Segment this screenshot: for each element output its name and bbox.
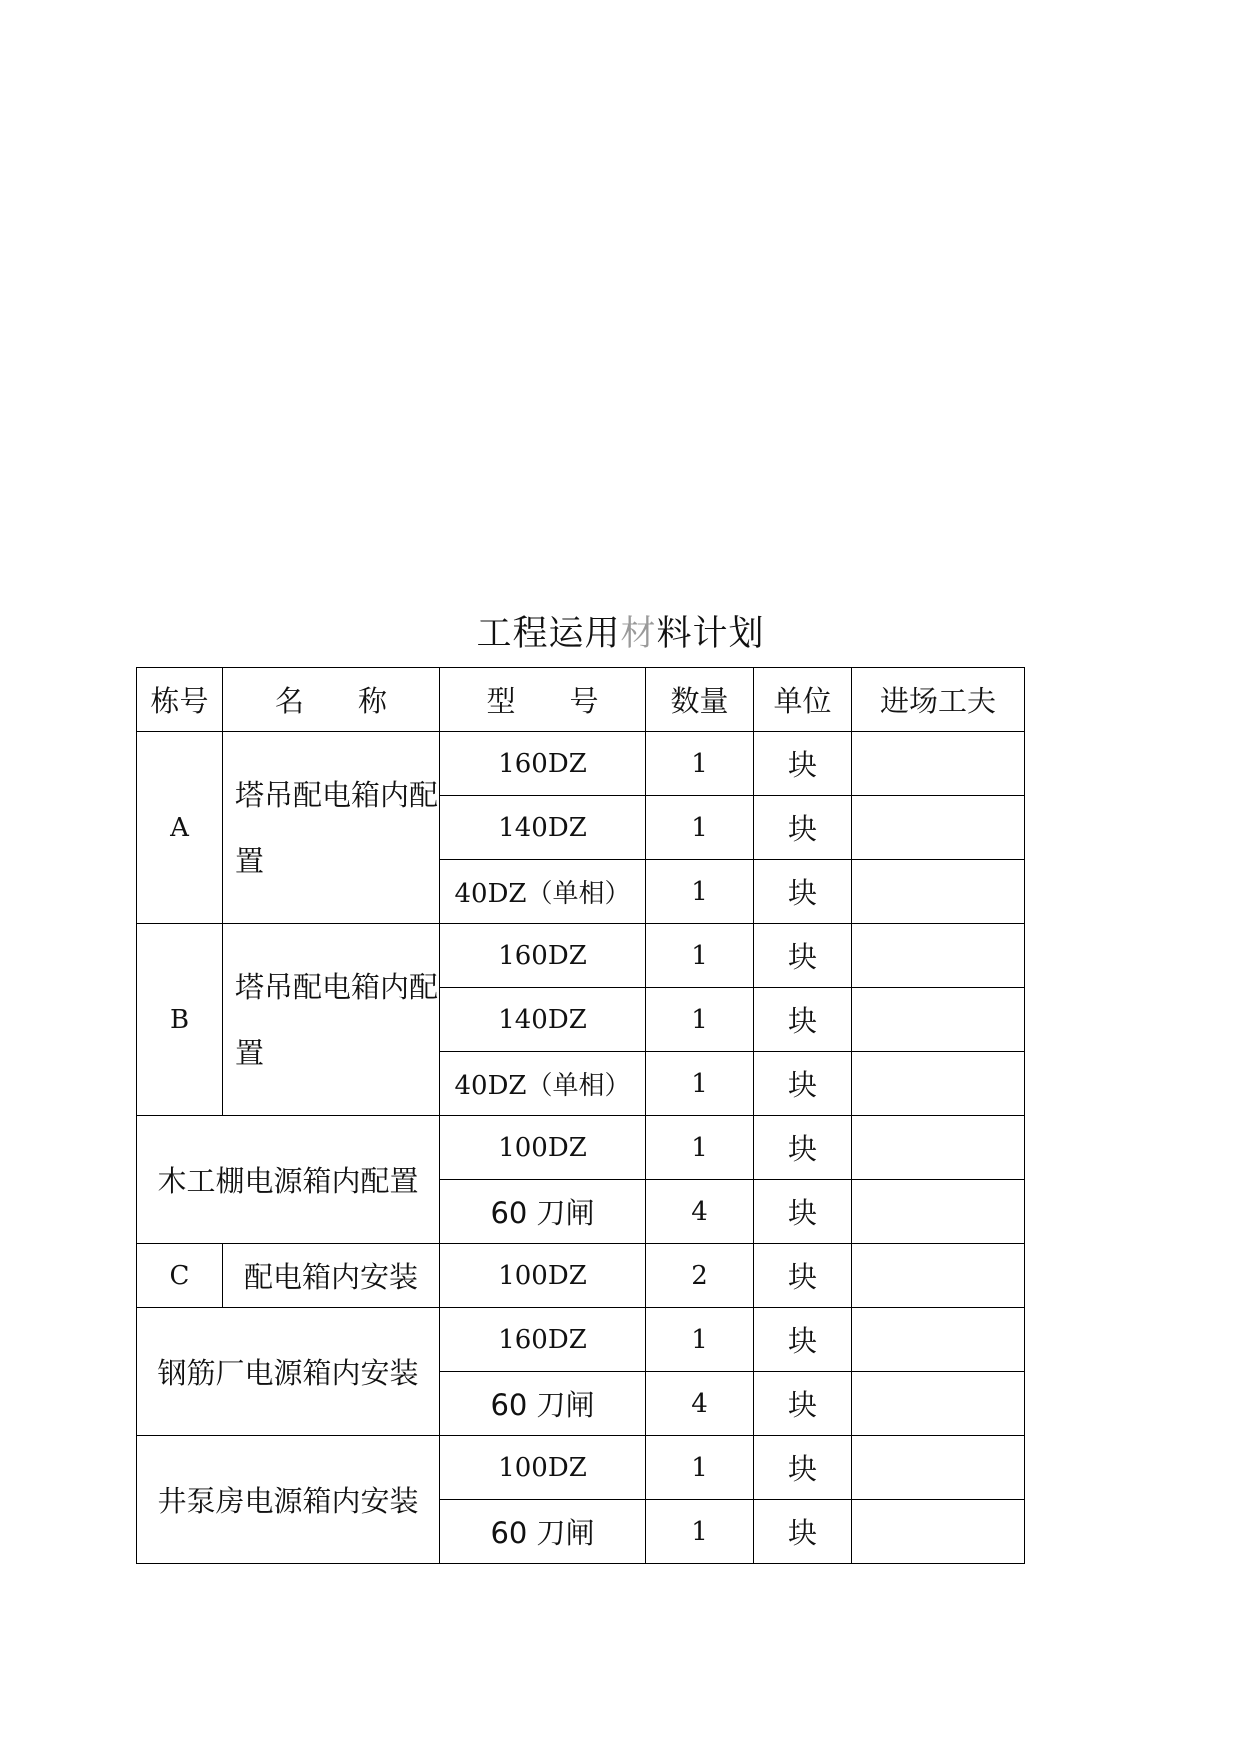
unit-cell: 块 xyxy=(754,1308,852,1372)
model-cell: 160DZ xyxy=(440,924,646,988)
building-cell: C xyxy=(137,1244,223,1308)
table-row xyxy=(137,924,1025,988)
unit-cell: 块 xyxy=(754,1436,852,1500)
table-row xyxy=(137,1244,1025,1308)
qty-cell: 4 xyxy=(646,1372,754,1436)
schedule-cell xyxy=(852,1436,1025,1500)
schedule-cell xyxy=(852,1052,1025,1116)
building-cell: B xyxy=(137,924,223,1116)
model-cell: 140DZ xyxy=(440,796,646,860)
model-cell: 160DZ xyxy=(440,1308,646,1372)
title-part-2: 材 xyxy=(620,614,657,654)
table-row xyxy=(137,1308,1025,1372)
header-unit: 单位 xyxy=(754,668,852,732)
qty-cell: 1 xyxy=(646,860,754,924)
qty-cell: 1 xyxy=(646,1500,754,1564)
header-name-part-1: 名 xyxy=(274,684,304,718)
schedule-cell xyxy=(852,988,1025,1052)
schedule-cell xyxy=(852,1180,1025,1244)
header-schedule: 进场工夫 xyxy=(852,668,1025,732)
name-cell: 木工棚电源箱内配置 xyxy=(137,1116,440,1244)
model-cell: 60 刀闸 xyxy=(440,1500,646,1564)
page-title xyxy=(0,610,1241,658)
schedule-cell xyxy=(852,1500,1025,1564)
unit-cell: 块 xyxy=(754,1372,852,1436)
unit-cell: 块 xyxy=(754,1244,852,1308)
unit-cell: 块 xyxy=(754,1116,852,1180)
materials-table xyxy=(136,667,1025,1564)
schedule-cell xyxy=(852,796,1025,860)
model-cell: 40DZ（单相） xyxy=(440,860,646,924)
qty-cell: 1 xyxy=(646,924,754,988)
table-row xyxy=(137,1436,1025,1500)
qty-cell: 1 xyxy=(646,1116,754,1180)
header-model-part-1: 型 xyxy=(486,684,516,718)
schedule-cell xyxy=(852,732,1025,796)
model-cell: 40DZ（单相） xyxy=(440,1052,646,1116)
unit-cell: 块 xyxy=(754,1500,852,1564)
model-cell: 60 刀闸 xyxy=(440,1180,646,1244)
table-header-row xyxy=(137,668,1025,732)
unit-cell: 块 xyxy=(754,732,852,796)
building-cell: A xyxy=(137,732,223,924)
header-name-part-2: 称 xyxy=(358,684,388,718)
title-part-1: 工程运用 xyxy=(476,614,621,654)
schedule-cell xyxy=(852,1372,1025,1436)
name-cell: 井泵房电源箱内安装 xyxy=(137,1436,440,1564)
header-name xyxy=(223,668,440,732)
qty-cell: 1 xyxy=(646,1308,754,1372)
model-cell: 100DZ xyxy=(440,1436,646,1500)
table-row xyxy=(137,1116,1025,1180)
schedule-cell xyxy=(852,1244,1025,1308)
qty-cell: 4 xyxy=(646,1180,754,1244)
model-cell: 140DZ xyxy=(440,988,646,1052)
table-row xyxy=(137,732,1025,796)
name-cell: 钢筋厂电源箱内安装 xyxy=(137,1308,440,1436)
qty-cell: 1 xyxy=(646,988,754,1052)
name-cell: 塔吊配电箱内配置 xyxy=(223,732,440,924)
model-cell: 100DZ xyxy=(440,1244,646,1308)
unit-cell: 块 xyxy=(754,1180,852,1244)
unit-cell: 块 xyxy=(754,1052,852,1116)
model-cell: 160DZ xyxy=(440,732,646,796)
schedule-cell xyxy=(852,1116,1025,1180)
header-qty: 数量 xyxy=(646,668,754,732)
name-cell: 塔吊配电箱内配置 xyxy=(223,924,440,1116)
schedule-cell xyxy=(852,924,1025,988)
schedule-cell xyxy=(852,860,1025,924)
title-part-3: 料计划 xyxy=(656,614,765,654)
unit-cell: 块 xyxy=(754,796,852,860)
model-cell: 60 刀闸 xyxy=(440,1372,646,1436)
header-building: 栋号 xyxy=(137,668,223,732)
unit-cell: 块 xyxy=(754,924,852,988)
header-model xyxy=(440,668,646,732)
qty-cell: 1 xyxy=(646,796,754,860)
model-cell: 100DZ xyxy=(440,1116,646,1180)
name-cell: 配电箱内安装 xyxy=(223,1244,440,1308)
qty-cell: 1 xyxy=(646,1052,754,1116)
unit-cell: 块 xyxy=(754,988,852,1052)
qty-cell: 2 xyxy=(646,1244,754,1308)
schedule-cell xyxy=(852,1308,1025,1372)
unit-cell: 块 xyxy=(754,860,852,924)
qty-cell: 1 xyxy=(646,1436,754,1500)
qty-cell: 1 xyxy=(646,732,754,796)
header-model-part-2: 号 xyxy=(569,684,599,718)
